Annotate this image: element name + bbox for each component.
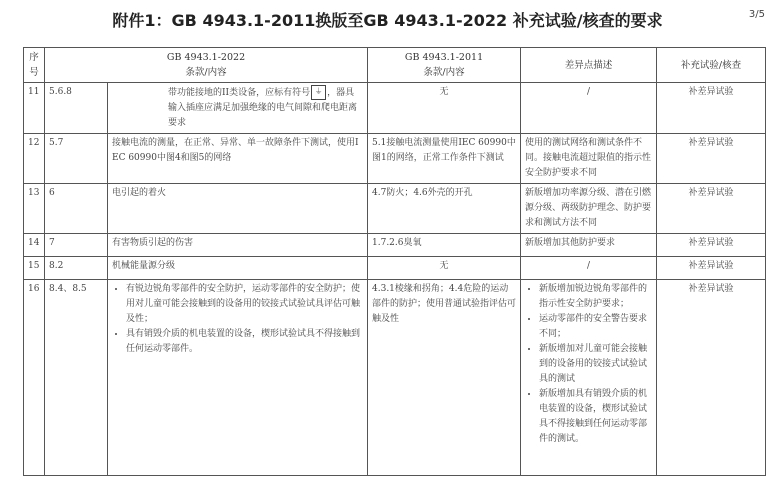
row-old-content: 5.1接触电流测量使用IEC 60990中图1的网络，正常工作条件下测试 [368, 134, 521, 184]
row-old-content: 4.7防火；4.6外壳的开孔 [368, 184, 521, 234]
table-row [24, 280, 766, 476]
row-action: 补差异试验 [657, 184, 766, 234]
row-clause: 8.2 [45, 257, 108, 280]
header-old-standard-sub: 条款/内容 [423, 67, 465, 78]
page-number: 3/5 [748, 9, 765, 20]
list-item: • 运动零部件的安全警告要求不同； [539, 312, 652, 342]
table-row [24, 83, 766, 134]
list-item: • 有锐边锐角零部件的安全防护，运动零部件的安全防护；使用对儿童可能会接触到的设备用的铰接式试验试具评估可触及性； [126, 282, 363, 327]
page-title: 附件1：GB 4943.1-2011换版至GB 4943.1-2022 补充试验/核查的要求 [112, 11, 663, 30]
table-row [24, 234, 766, 257]
header-seq: 序号 [24, 48, 45, 83]
row-seq: 14 [24, 234, 45, 257]
row-new-content: 接触电流的测量，在正常、异常、单一故障条件下测试，使用IEC 60990中图4和图5的网络 [108, 134, 368, 184]
row-seq: 15 [24, 257, 45, 280]
table-row [24, 184, 766, 234]
table-row [24, 134, 766, 184]
row-new-content-text: 带功能接地的II类设备，应标有符号 [168, 88, 311, 98]
row-seq: 12 [24, 134, 45, 184]
functional-earth-icon: ⏚ [311, 85, 326, 100]
row-diff: 新版增加功率源分级、潜在引燃源分级、两级防护理念、防护要求和测试方法不同 [521, 184, 657, 234]
row-seq: 13 [24, 184, 45, 234]
row-diff: / [521, 257, 657, 280]
row-new-content [108, 280, 368, 476]
list-item: • 新版增加对儿童可能会接触到的设备用的铰接式试验试具的测试 [539, 342, 652, 387]
row-diff: 使用的测试网络和测试条件不同。接触电流超过限值的指示性安全防护要求不同 [521, 134, 657, 184]
row-new-content: 有害物质引起的伤害 [108, 234, 368, 257]
row-clause: 6 [45, 184, 108, 234]
row-diff: / [521, 83, 657, 134]
row-clause: 5.6.8 [45, 83, 108, 134]
header-new-standard-sub: 条款/内容 [185, 67, 227, 78]
list-item: • 具有销毁介质的机电装置的设备，楔形试验试具不得接触到任何运动零部件。 [126, 327, 363, 357]
row-seq: 11 [24, 83, 45, 134]
row-new-content [108, 83, 368, 134]
row-old-content: 无 [368, 257, 521, 280]
row-clause: 8.4、8.5 [45, 280, 108, 476]
row-old-content: 1.7.2.6臭氧 [368, 234, 521, 257]
row-new-content: 电引起的着火 [108, 184, 368, 234]
header-old-standard-name: GB 4943.1-2011 [404, 52, 484, 63]
header-new-standard [45, 48, 368, 83]
header-action: 补充试验/核查 [657, 48, 766, 83]
header-diff: 差异点描述 [521, 48, 657, 83]
row-action: 补差异试验 [657, 83, 766, 134]
table-header-row [24, 48, 766, 83]
list-item: • 新版增加具有销毁介质的机电装置的设备，楔形试验试具不得接触到任何运动零部件的测试。 [539, 387, 652, 447]
header-old-standard [368, 48, 521, 83]
row-old-content: 无 [368, 83, 521, 134]
header-new-standard-name: GB 4943.1-2022 [166, 52, 246, 63]
row-seq: 16 [24, 280, 45, 476]
table-row [24, 257, 766, 280]
row-action: 补差异试验 [657, 134, 766, 184]
row-diff: 新版增加其他防护要求 [521, 234, 657, 257]
row-action: 补差异试验 [657, 234, 766, 257]
row-new-content-text-cont: ，器具输入插座应满足加强绝缘的电气间隙和爬电距离要求 [168, 88, 358, 128]
row-clause: 7 [45, 234, 108, 257]
row-diff [521, 280, 657, 476]
row-action: 补差异试验 [657, 280, 766, 476]
row-action: 补差异试验 [657, 257, 766, 280]
row-clause: 5.7 [45, 134, 108, 184]
row-new-content: 机械能量源分级 [108, 257, 368, 280]
new-content-bullet-list [112, 282, 363, 357]
row-old-content: 4.3.1棱缘和拐角；4.4危险的运动部件的防护；使用普通试验指评估可触及性 [368, 280, 521, 476]
comparison-table [23, 47, 766, 476]
diff-bullet-list [525, 282, 652, 447]
list-item: • 新版增加锐边锐角零部件的指示性安全防护要求； [539, 282, 652, 312]
